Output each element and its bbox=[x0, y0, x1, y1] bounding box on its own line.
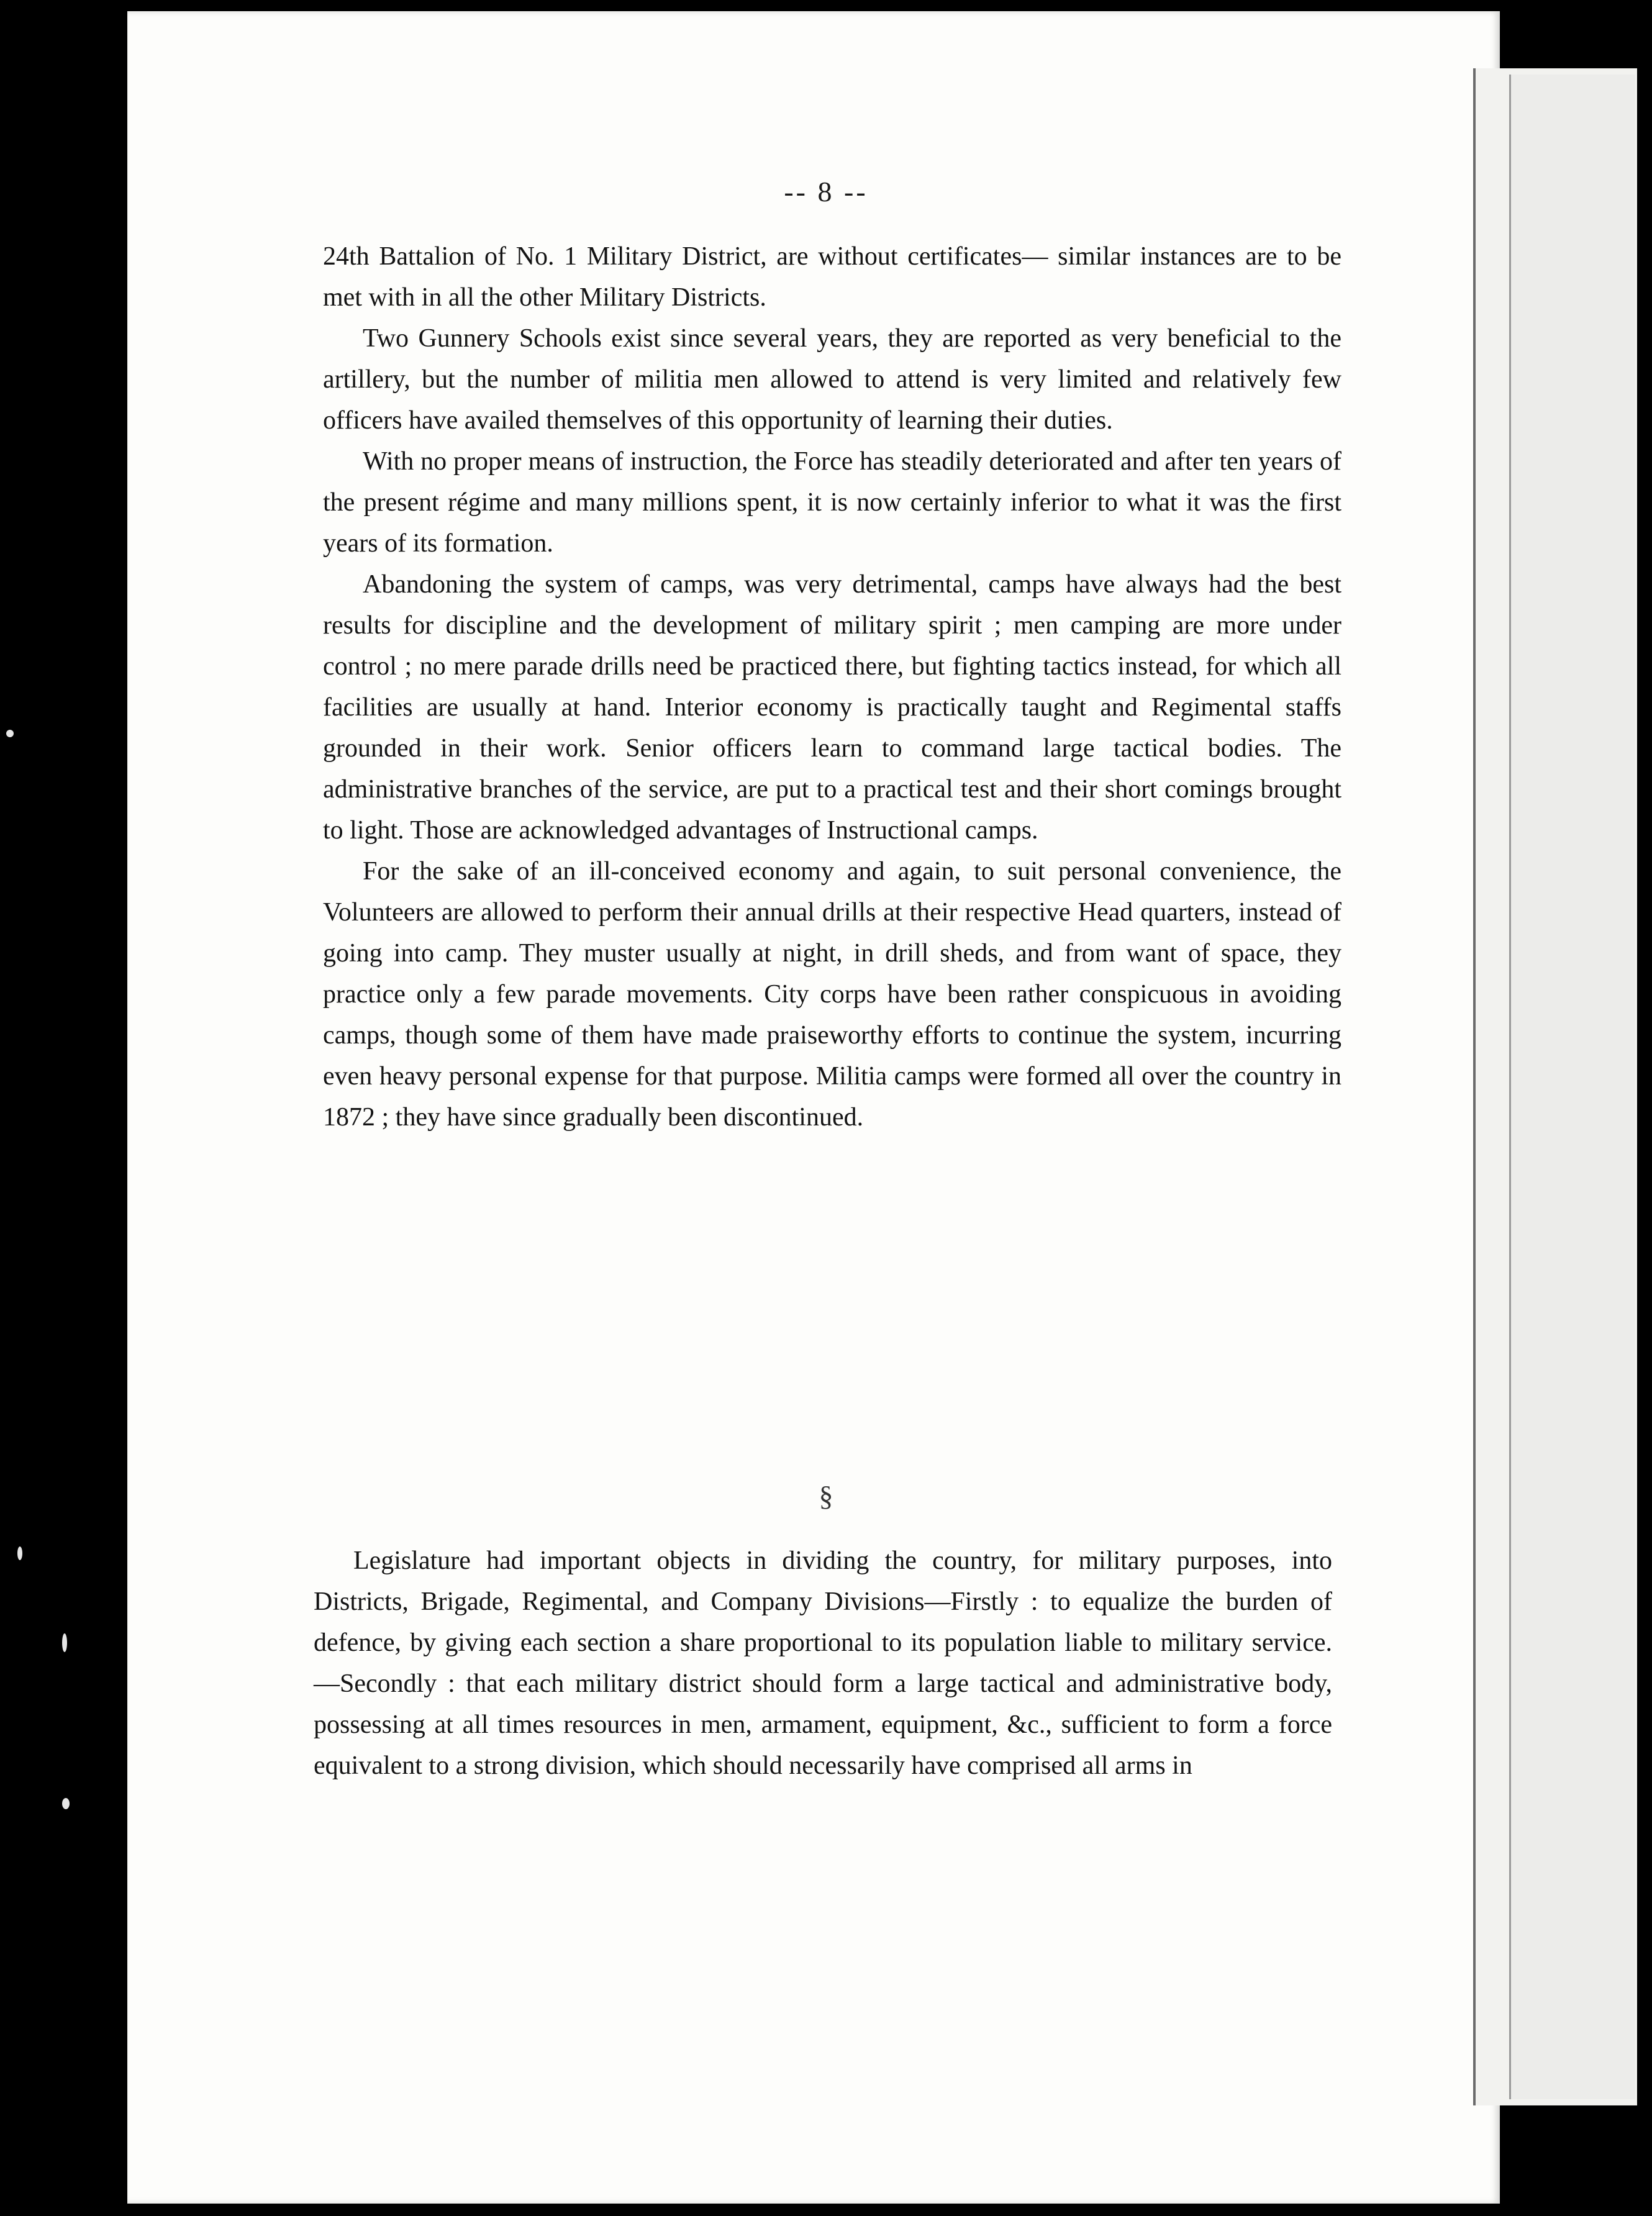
scan-speck bbox=[17, 1546, 22, 1560]
section-mark: § bbox=[819, 1480, 833, 1512]
paragraph-6: Legislature had important objects in dividing the country, for military purposes, into Districts, Brigade, Regimental, and Company Divisions—Firstly : to equalize the burden of defence, by giving each section a share proportional to its population liable to military service. —Secondly : that each military district should form a large tactical and administrative body, possessing at all times resources in men, armament, equipment, &c., sufficient to form a force equivalent to a strong division, which should necessarily have comprised all arms in bbox=[314, 1546, 1332, 1780]
paragraph-3: With no proper means of instruction, the Force has steadily deteriorated and after ten years of the present régime and many millions spent, it is now certainly inferior to what it was the first years of its formation. bbox=[323, 447, 1341, 558]
scan-speck bbox=[62, 1633, 67, 1652]
page-number: -- 8 -- bbox=[784, 176, 868, 207]
body-text-lower bbox=[314, 1540, 1332, 1786]
body-text-upper bbox=[323, 236, 1341, 1138]
paragraph-5: For the sake of an ill-conceived economy and again, to suit personal convenience, the Volunteers are allowed to perform their annual drills at their respective Head quarters, instead of going into camp. They muster usually at night, in drill sheds, and from want of space, they practice only a few parade movements. City corps have been rather conspicuous in avoiding camps, though some of them have made praiseworthy efforts to continue the system, incurring even heavy personal expense for that purpose. Militia camps were formed all over the country in 1872 ; they have since gradually been discontinued. bbox=[323, 857, 1341, 1132]
paragraph-2: Two Gunnery Schools exist since several years, they are reported as very beneficial to the artillery, but the number of militia men allowed to attend is very limited and relatively few officers have availed themselves of this opportunity of learning their duties. bbox=[323, 324, 1341, 435]
scan-speck bbox=[6, 730, 14, 737]
paragraph-1: 24th Battalion of No. 1 Military District, are without certificates— similar instances are to be met with in all the other Military Districts. bbox=[323, 242, 1341, 312]
scan-speck bbox=[62, 1798, 70, 1809]
paragraph-4: Abandoning the system of camps, was very detrimental, camps have always had the best results for discipline and the development of military spirit ; men camping are more under control ; no mere parade drills need be practiced there, but fighting tactics instead, for which all facilities are usually at hand. Interior economy is practically taught and Regimental staffs grounded in their work. Senior officers learn to command large tactical bodies. The administrative branches of the service, are put to a practical test and their short comings brought to light. Those are acknowledged advantages of Instructional camps. bbox=[323, 570, 1341, 845]
next-page-edge-inner bbox=[1509, 75, 1635, 2099]
